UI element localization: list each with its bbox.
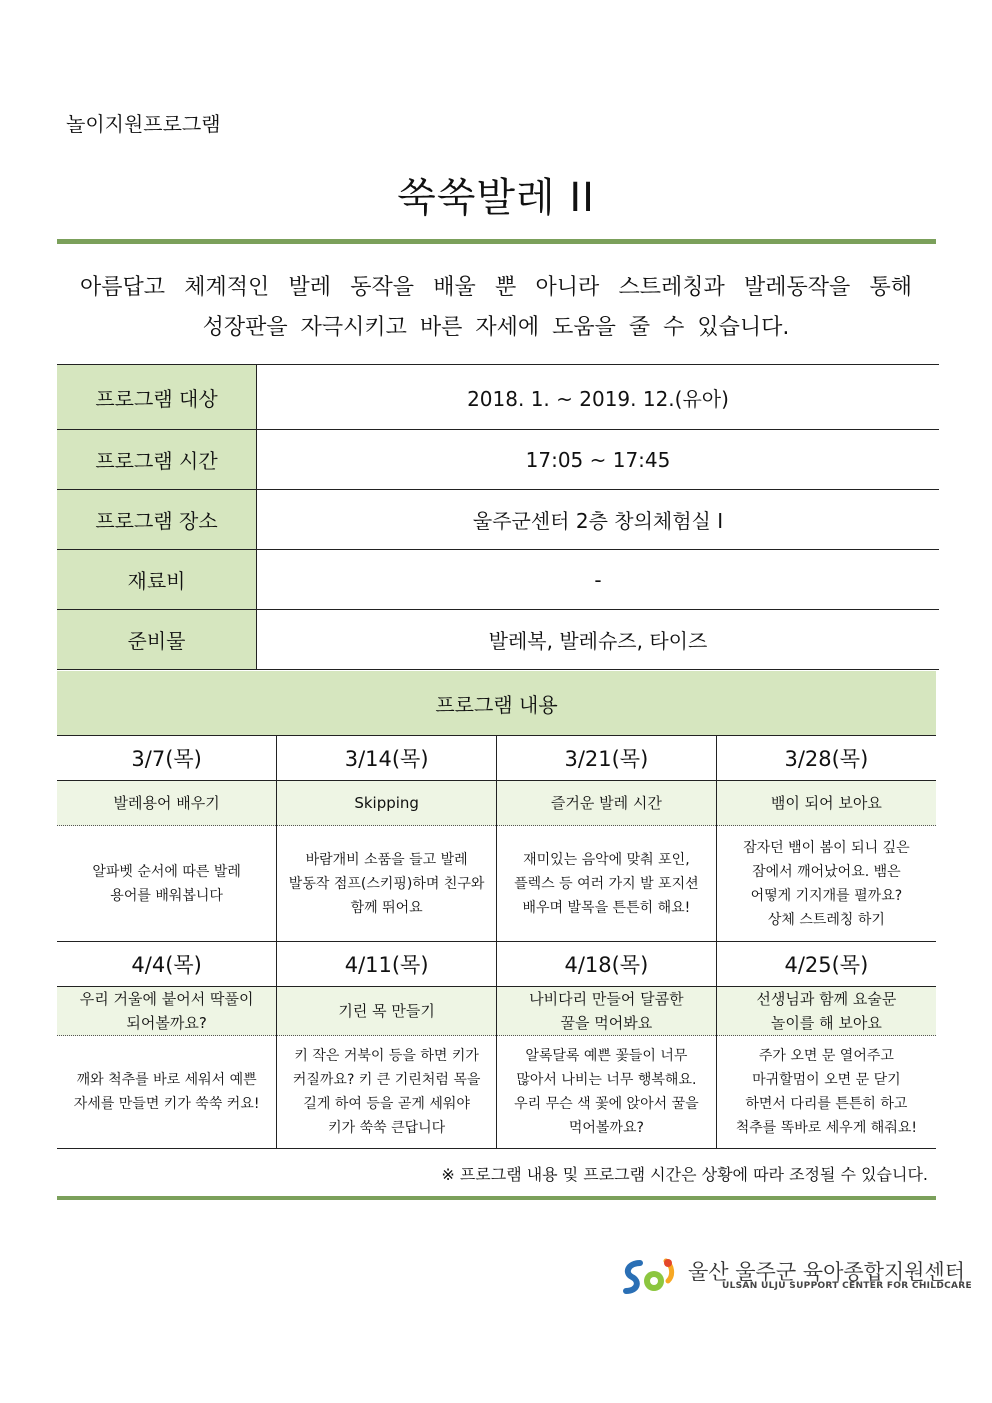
program-category: 놀이지원프로그램 — [66, 112, 221, 136]
desc-line: 잠자던 뱀이 봄이 되니 깊은 — [743, 839, 910, 856]
info-value: 2018. 1. ~ 2019. 12.(유아) — [257, 365, 940, 430]
schedule-note: ※ 프로그램 내용 및 프로그램 시간은 상황에 따라 조정될 수 있습니다. — [441, 1165, 928, 1184]
session-activity — [497, 987, 717, 1036]
desc-line: 상체 스트레칭 하기 — [767, 911, 885, 928]
session-activity: Skipping — [277, 781, 497, 826]
info-label: 프로그램 대상 — [57, 365, 257, 430]
activity-line: 꿀을 먹어봐요 — [560, 1014, 653, 1032]
session-date: 4/18(목) — [497, 942, 717, 987]
session-desc — [497, 1036, 717, 1149]
desc-line: 주가 오면 문 열어주고 — [758, 1048, 894, 1064]
session-date: 4/11(목) — [277, 942, 497, 987]
info-value: 17:05 ~ 17:45 — [257, 430, 940, 490]
session-desc — [57, 826, 277, 942]
session-desc — [716, 826, 936, 942]
page-title: 쑥쑥발레 II — [397, 175, 595, 221]
info-label: 재료비 — [57, 550, 257, 610]
session-activity — [716, 987, 936, 1036]
desc-line: 잠에서 깨어났어요. 뱀은 — [752, 863, 901, 880]
info-row-supplies — [57, 610, 939, 670]
desc-line: 어떻게 기지개를 펼까요? — [750, 887, 903, 904]
info-value: 발레복, 발레슈즈, 타이즈 — [257, 610, 940, 670]
session-date: 3/28(목) — [716, 736, 936, 781]
info-label: 준비물 — [57, 610, 257, 670]
desc-line: 깨와 척추를 바로 세워서 예쁜 — [76, 1072, 257, 1088]
session-desc — [497, 826, 717, 942]
swirl-logo-icon — [620, 1255, 680, 1299]
desc-line: 길게 하여 등을 곧게 세워야 — [303, 1096, 470, 1112]
session-date: 4/25(목) — [716, 942, 936, 987]
info-value: - — [257, 550, 940, 610]
session-activity: 뱀이 되어 보아요 — [716, 781, 936, 826]
schedule-desc-row — [57, 1036, 936, 1149]
desc-line: 함께 뛰어요 — [350, 899, 423, 916]
desc-line: 커질까요? 키 큰 기린처럼 목을 — [292, 1072, 481, 1088]
schedule-activity-row — [57, 781, 936, 826]
program-info-table — [57, 364, 939, 670]
desc-line: 배우며 발목을 튼튼히 해요! — [522, 899, 691, 916]
session-desc — [57, 1036, 277, 1149]
activity-line: 우리 거울에 붙어서 딱풀이 — [79, 990, 254, 1008]
center-logo — [620, 1255, 972, 1299]
schedule-date-row — [57, 942, 936, 987]
info-row-place — [57, 490, 939, 550]
desc-line: 발동작 점프(스키핑)하며 친구와 — [288, 875, 485, 892]
title-divider — [57, 239, 936, 244]
activity-line: 선생님과 함께 요술문 — [756, 990, 897, 1008]
info-row-fee — [57, 550, 939, 610]
info-row-target — [57, 365, 939, 430]
session-activity: 즐거운 발레 시간 — [497, 781, 717, 826]
session-activity — [277, 987, 497, 1036]
session-activity: 발레용어 배우기 — [57, 781, 277, 826]
info-row-time — [57, 430, 939, 490]
info-value: 울주군센터 2층 창의체험실 I — [257, 490, 940, 550]
session-date: 3/21(목) — [497, 736, 717, 781]
session-date: 4/4(목) — [57, 942, 277, 987]
schedule-activity-row — [57, 987, 936, 1036]
desc-line: 알록달록 예쁜 꽃들이 너무 — [525, 1048, 688, 1064]
intro-line-2: 성장판을 자극시키고 바른 자세에 도움을 줄 수 있습니다. — [202, 315, 790, 340]
desc-line: 척추를 똑바로 세우게 해줘요! — [735, 1120, 917, 1136]
desc-line: 키가 쑥쑥 큰답니다 — [328, 1120, 446, 1136]
content-header: 프로그램 내용 — [57, 671, 936, 736]
activity-line: 되어볼까요? — [126, 1014, 207, 1032]
center-name-korean: 울산 울주군 육아종합지원센터 — [688, 1260, 966, 1284]
session-date: 3/7(목) — [57, 736, 277, 781]
desc-line: 바람개비 소품을 들고 발레 — [305, 851, 468, 868]
footer-divider — [57, 1196, 936, 1200]
info-label: 프로그램 시간 — [57, 430, 257, 490]
schedule-desc-row — [57, 826, 936, 942]
desc-line: 재미있는 음악에 맞춰 포인, — [523, 851, 690, 868]
desc-line: 하면서 다리를 튼튼히 하고 — [745, 1096, 908, 1112]
session-date: 3/14(목) — [277, 736, 497, 781]
desc-line: 플렉스 등 여러 가지 발 포지션 — [514, 875, 699, 892]
activity-line: 기린 목 만들기 — [338, 1002, 435, 1020]
desc-line: 우리 무슨 색 꽃에 앉아서 꿀을 — [514, 1096, 699, 1112]
desc-line: 키 작은 거북이 등을 하면 키가 — [294, 1048, 479, 1064]
desc-line: 자세를 만들면 키가 쑥쑥 커요! — [73, 1096, 260, 1112]
session-desc — [716, 1036, 936, 1149]
center-name-english: ULSAN ULJU SUPPORT CENTER FOR CHILDCARE — [722, 1281, 972, 1291]
desc-line: 많아서 나비는 너무 행복해요. — [516, 1072, 697, 1088]
session-desc — [277, 826, 497, 942]
activity-line: 나비다리 만들어 달콤한 — [529, 990, 684, 1008]
desc-line: 마귀할멈이 오면 문 닫기 — [752, 1072, 901, 1088]
desc-line: 먹어볼까요? — [568, 1120, 644, 1136]
schedule-table — [57, 736, 936, 1149]
session-desc — [277, 1036, 497, 1149]
desc-line: 알파벳 순서에 따른 발레 — [92, 863, 241, 880]
info-label: 프로그램 장소 — [57, 490, 257, 550]
desc-line: 용어를 배워봅니다 — [110, 887, 223, 904]
session-activity — [57, 987, 277, 1036]
activity-line: 놀이를 해 보아요 — [770, 1014, 882, 1032]
intro-line-1: 아름답고 체계적인 발레 동작을 배울 뿐 아니라 스트레칭과 발레동작을 통해 — [80, 275, 912, 300]
schedule-date-row — [57, 736, 936, 781]
